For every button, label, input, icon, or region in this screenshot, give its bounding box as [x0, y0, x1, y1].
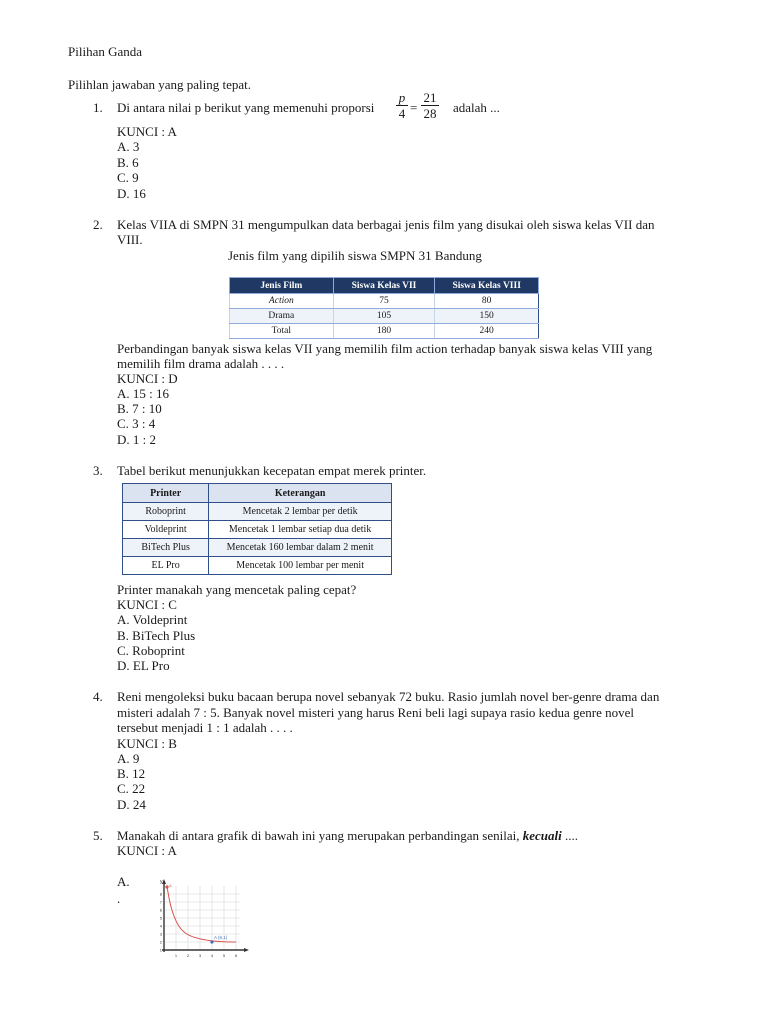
question-prompt: Printer manakah yang mencetak paling cepat? [117, 582, 357, 597]
answer-key: KUNCI : D [117, 371, 178, 386]
table-header-cell: Printer [123, 484, 209, 503]
y-tick-label: 3 [159, 931, 162, 937]
top-point-label: A [169, 883, 172, 888]
table-row [230, 324, 539, 339]
option-a: A. 15 : 16 [117, 386, 169, 401]
y-tick-label: 6 [159, 907, 162, 913]
question-text: Tabel berikut menunjukkan kecepatan empat merek printer. [117, 463, 427, 478]
question-prompt-line-2: memilih film drama adalah . . . . [117, 356, 285, 371]
y-tick-label: 5 [159, 915, 162, 921]
y-arrow-icon [162, 879, 166, 884]
y-tick-label: 7 [159, 899, 162, 905]
table-caption: Jenis film yang dipilih siswa SMPN 31 Bandung [228, 248, 482, 263]
emphasis-text: kecuali [522, 828, 562, 843]
option-c: C. 3 : 4 [117, 416, 156, 431]
y-tick-label: 1 [159, 947, 162, 953]
question-text-line-2: misteri adalah 7 : 5. Banyak novel misteri yang harus Reni beli lagi supaya rasio kedua genre novel [117, 705, 634, 720]
option-d: D. 24 [117, 797, 146, 812]
table-cell: Total [230, 324, 334, 339]
fraction-numerator: p [398, 90, 406, 105]
graph-curve [167, 886, 236, 942]
option-b: B. 12 [117, 766, 146, 781]
option-c: C. 9 [117, 170, 139, 185]
x-tick-label: 6 [234, 953, 238, 958]
question-number: 1. [93, 100, 103, 115]
question-number: 2. [93, 217, 103, 232]
y-tick-label: 2 [159, 939, 162, 945]
answer-key: KUNCI : C [117, 597, 177, 612]
table-row [123, 539, 392, 557]
film-table [229, 277, 539, 339]
y-tick-label: 4 [159, 923, 162, 929]
printer-table [122, 483, 392, 575]
table-cell: 240 [435, 324, 539, 339]
option-c: C. Roboprint [117, 643, 185, 658]
answer-key: KUNCI : A [117, 843, 177, 858]
curve-point [210, 940, 213, 943]
question-text-end: adalah ... [453, 100, 500, 115]
question-prompt-line-1: Perbandingan banyak siswa kelas VII yang memilih film action terhadap banyak siswa kelas VIII yang [117, 341, 653, 356]
question-text-end: .... [561, 828, 578, 843]
table-header-cell: Jenis Film [230, 278, 334, 294]
graph-grid [164, 886, 240, 950]
table-cell: EL Pro [123, 557, 209, 575]
option-b: B. 6 [117, 155, 139, 170]
section-title: Pilihan Ganda [68, 44, 143, 59]
table-row [123, 521, 392, 539]
question-text-line-1: Reni mengoleksi buku bacaan berupa novel sebanyak 72 buku. Rasio jumlah novel ber-genre drama dan [117, 689, 660, 704]
question-text-main: Manakah di antara grafik di bawah ini yang merupakan perbandingan senilai, [117, 828, 520, 843]
fraction-denominator: 28 [423, 106, 437, 121]
x-tick-label: 2 [186, 953, 190, 958]
x-tick-label: 3 [198, 953, 202, 958]
question-text-line-3: tersebut menjadi 1 : 1 adalah . . . . [117, 720, 293, 735]
table-cell: 105 [333, 309, 435, 324]
table-header-cell: Siswa Kelas VII [333, 278, 435, 294]
option-a-graph [152, 878, 250, 960]
fraction-left [396, 91, 408, 120]
table-cell: Action [230, 294, 334, 309]
table-cell: Mencetak 1 lembar setiap dua detik [209, 521, 392, 539]
x-tick-label: 5 [222, 953, 226, 958]
table-row [123, 503, 392, 521]
table-cell: 75 [333, 294, 435, 309]
fraction-numerator: 21 [423, 90, 437, 105]
question-number: 4. [93, 689, 103, 704]
question-text [117, 828, 578, 844]
question-text: Di antara nilai p berikut yang memenuhi proporsi [117, 100, 375, 115]
option-a: A. 3 [117, 139, 140, 154]
fraction-right [421, 91, 439, 120]
question-text-line-2: VIII. [117, 232, 143, 247]
equals-sign: = [410, 100, 418, 115]
option-c: C. 22 [117, 781, 146, 796]
table-cell: Roboprint [123, 503, 209, 521]
table-cell: Drama [230, 309, 334, 324]
option-a-label: A. [117, 874, 130, 889]
table-row [230, 294, 539, 309]
table-row [230, 309, 539, 324]
option-a: A. Voldeprint [117, 612, 188, 627]
question-number: 5. [93, 828, 103, 843]
table-header-cell: Siswa Kelas VIII [435, 278, 539, 294]
table-row [123, 557, 392, 575]
instruction-text: Pilihlan jawaban yang paling tepat. [68, 77, 252, 92]
table-cell: Mencetak 2 lembar per detik [209, 503, 392, 521]
option-d: D. 16 [117, 186, 146, 201]
table-cell: Mencetak 160 lembar dalam 2 menit [209, 539, 392, 557]
question-number: 3. [93, 463, 103, 478]
table-cell: 180 [333, 324, 435, 339]
answer-key: KUNCI : B [117, 736, 177, 751]
option-d: D. EL Pro [117, 658, 170, 673]
option-a: A. 9 [117, 751, 140, 766]
table-cell: Mencetak 100 lembar per menit [209, 557, 392, 575]
table-header-cell: Keterangan [209, 484, 392, 503]
point-label: A (6,1) [214, 935, 228, 940]
x-tick-label: 4 [210, 953, 214, 958]
table-cell: Voldeprint [123, 521, 209, 539]
table-cell: BiTech Plus [123, 539, 209, 557]
option-b: B. 7 : 10 [117, 401, 162, 416]
x-tick-label: 1 [174, 953, 178, 958]
x-arrow-icon [244, 948, 249, 952]
question-text-line-1: Kelas VIIA di SMPN 31 mengumpulkan data berbagai jenis film yang disukai oleh siswa kelas VII dan [117, 217, 655, 232]
y-axis-letter: y [160, 879, 163, 885]
fraction-denominator: 4 [398, 106, 406, 121]
option-b: B. BiTech Plus [117, 628, 196, 643]
answer-key: KUNCI : A [117, 124, 177, 139]
table-cell: 80 [435, 294, 539, 309]
option-d: D. 1 : 2 [117, 432, 156, 447]
table-cell: 150 [435, 309, 539, 324]
y-tick-label: 8 [159, 891, 162, 897]
option-a-dot: . [117, 891, 121, 906]
